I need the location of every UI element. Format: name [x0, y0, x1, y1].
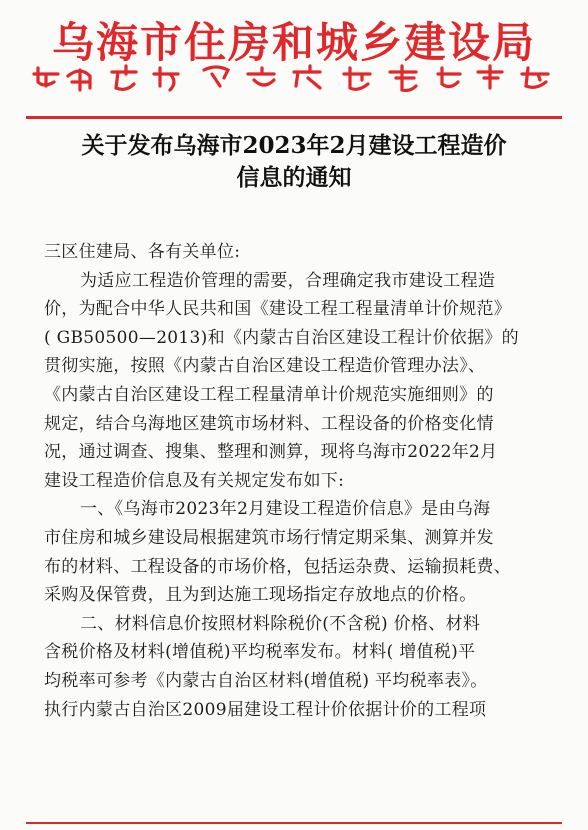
body-line: 为适应工程造价管理的需要，合理确定我市建设工程造: [80, 270, 496, 291]
title-line-1: 关于发布乌海市2023年2月建设工程造价: [81, 132, 507, 159]
agency-name: 乌海市住房和城乡建设局: [51, 18, 536, 67]
header-divider: [26, 116, 562, 119]
body-line: 《内蒙古自治区建设工程工程量清单计价规范实施细则》的: [44, 384, 494, 405]
body-line: 价，为配合中华人民共和国《建设工程工程量清单计价规范》: [44, 299, 512, 320]
body-line: 采购及保管费，且为到达施工现场指定存放地点的价格。: [44, 585, 477, 606]
body-line: 含税价格及材料(增值税)平均税率发布。材料( 增值税)平: [44, 642, 476, 663]
body-line: 布的材料、工程设备的市场价格，包括运杂费、运输损耗费、: [44, 556, 512, 577]
letterhead: [0, 0, 588, 122]
notice-title: [30, 130, 558, 194]
body-line: 均税率可参考《内蒙古自治区材料(增值税) 平均税率表》。: [44, 670, 488, 691]
footer-divider: [26, 822, 562, 824]
body-line: 贯彻实施，按照《内蒙古自治区建设工程造价管理办法》、: [44, 356, 486, 377]
body-line: ( GB50500—2013)和《内蒙古自治区建设工程计价依据》的: [44, 327, 519, 348]
mongolian-script-line: [28, 60, 564, 98]
body-line: 执行内蒙古自治区2009届建设工程计价依据计价的工程项: [44, 699, 487, 720]
body-line: 况，通过调查、搜集、整理和测算，现将乌海市2022年2月: [44, 442, 498, 463]
notice-body: [44, 238, 546, 724]
salutation: 三区住建局、各有关单位:: [44, 242, 241, 262]
mongolian-script-graphic: [28, 60, 564, 98]
body-line: 一、《乌海市2023年2月建设工程造价信息》是由乌海: [80, 499, 491, 520]
body-line: 建设工程造价信息及有关规定发布如下:: [44, 470, 345, 491]
title-line-2: 信息的通知: [236, 164, 352, 191]
body-line: 二、材料信息价按照材料除税价(不含税) 价格、材料: [80, 613, 481, 634]
body-line: 市住房和城乡建设局根据建筑市场行情定期采集、测算并发: [44, 527, 494, 548]
body-line: 规定，结合乌海地区建筑市场材料、工程设备的价格变化情: [44, 413, 494, 434]
